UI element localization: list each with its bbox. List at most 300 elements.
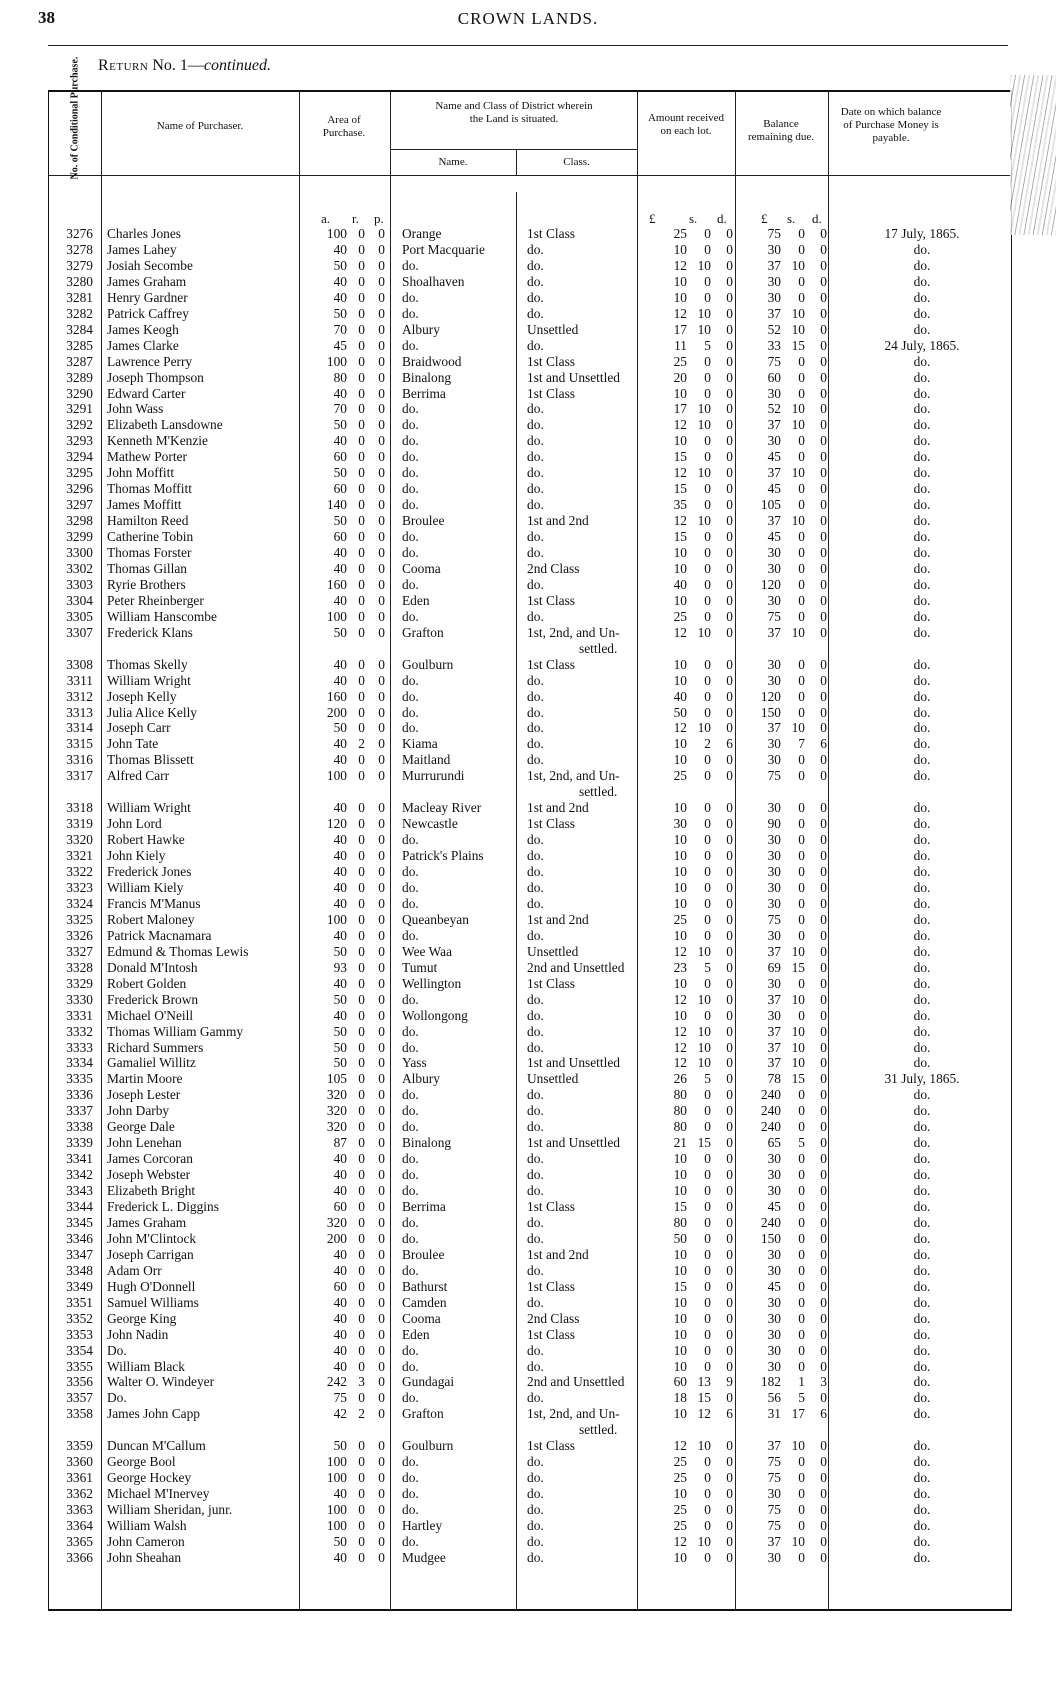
payable-date: do. [913, 1087, 931, 1103]
district-class: do. [527, 449, 544, 465]
balance-pounds: 75 [767, 353, 781, 369]
area-roods: 0 [358, 1518, 365, 1533]
purchase-number: 3336 [66, 1087, 93, 1103]
district-name: Goulburn [402, 656, 454, 672]
amount-pounds: 10 [673, 1183, 687, 1198]
balance-pounds: 30 [767, 560, 781, 576]
purchaser-name: Thomas Blissett [107, 752, 194, 768]
balance-pounds: 37 [767, 1055, 781, 1071]
balance-pounds: 30 [767, 1310, 781, 1326]
amount-shillings: 0 [704, 1262, 711, 1278]
payable-date: do. [913, 688, 931, 704]
table-row [49, 1263, 1011, 1279]
table-row [49, 912, 1011, 928]
balance-shillings: 0 [798, 1230, 805, 1246]
area-roods: 0 [358, 864, 365, 879]
balance-shillings: 0 [798, 608, 805, 624]
amount-pounds: 12 [673, 720, 687, 736]
unit-pence: d. [717, 211, 727, 226]
district-name: do. [402, 1470, 419, 1486]
balance-pounds: 30 [767, 1167, 781, 1183]
balance-pence: 0 [820, 1438, 827, 1454]
amount-pounds: 12 [673, 1055, 687, 1071]
amount-pence: 6 [726, 1406, 733, 1422]
area-acres: 320 [326, 1119, 347, 1135]
amount-pounds: 10 [673, 927, 687, 943]
unit-shillings: s. [787, 211, 796, 226]
amount-shillings: 0 [704, 864, 711, 879]
amount-shillings: 0 [704, 576, 711, 592]
area-perches: 0 [378, 880, 385, 895]
table-row [49, 976, 1011, 992]
purchaser-name: Henry Gardner [107, 289, 188, 305]
area-roods: 0 [358, 1390, 365, 1406]
amount-pounds: 10 [673, 1549, 687, 1565]
area-acres: 40 [333, 864, 347, 879]
purchase-number: 3291 [66, 401, 93, 417]
balance-pence: 0 [820, 513, 827, 529]
balance-pence: 0 [820, 241, 827, 257]
district-class: 1st, 2nd, and Un- [527, 768, 620, 784]
balance-pounds: 52 [767, 401, 781, 417]
balance-shillings: 0 [798, 1199, 805, 1214]
area-perches: 0 [378, 289, 385, 305]
amount-shillings: 0 [704, 481, 711, 497]
area-acres: 40 [333, 1167, 347, 1183]
balance-pounds: 30 [767, 1246, 781, 1262]
district-name: Kiama [402, 736, 438, 752]
area-acres: 40 [333, 1326, 347, 1342]
district-class: do. [527, 1039, 544, 1055]
purchase-number: 3330 [66, 991, 93, 1007]
payable-date: do. [913, 1358, 931, 1374]
amount-shillings: 0 [704, 1214, 711, 1230]
area-roods: 0 [358, 1326, 365, 1342]
amount-pence: 0 [726, 1183, 733, 1198]
area-acres: 60 [333, 481, 347, 497]
amount-shillings: 10 [697, 401, 711, 417]
purchase-number: 3347 [66, 1246, 93, 1262]
amount-pence: 0 [726, 273, 733, 289]
table-row [49, 864, 1011, 880]
header-area: Area of Purchase. [322, 114, 366, 139]
balance-shillings: 0 [798, 353, 805, 369]
area-roods: 0 [358, 911, 365, 927]
balance-pence: 0 [820, 1502, 827, 1517]
area-perches: 0 [378, 720, 385, 736]
amount-pence: 0 [726, 576, 733, 592]
table-row [49, 1279, 1011, 1295]
amount-shillings: 5 [704, 337, 711, 353]
balance-pounds: 30 [767, 736, 781, 752]
area-acres: 50 [333, 305, 347, 321]
amount-pounds: 10 [673, 1406, 687, 1422]
area-roods: 0 [358, 1486, 365, 1502]
purchase-number: 3342 [66, 1167, 93, 1183]
purchase-number: 3320 [66, 832, 93, 848]
payable-date: do. [913, 1470, 931, 1486]
balance-pence: 0 [820, 592, 827, 608]
unit-acres: a. [321, 211, 331, 226]
amount-pounds: 35 [673, 497, 687, 513]
district-name: do. [402, 417, 419, 433]
payable-date: do. [913, 449, 931, 465]
unit-roods: r. [352, 211, 359, 226]
purchaser-name: Joseph Carrigan [107, 1246, 194, 1262]
purchaser-name: John Lenehan [107, 1135, 182, 1151]
area-perches: 0 [378, 1230, 385, 1246]
area-roods: 0 [358, 1039, 365, 1055]
balance-pence: 0 [820, 927, 827, 943]
balance-pence: 0 [820, 497, 827, 513]
payable-date: do. [913, 433, 931, 449]
purchaser-name: Frederick L. Diggins [107, 1199, 219, 1214]
district-class: do. [527, 1007, 544, 1023]
purchase-number: 3317 [66, 768, 93, 784]
amount-pence: 0 [726, 592, 733, 608]
table-row [49, 1502, 1011, 1518]
amount-pence: 0 [726, 656, 733, 672]
balance-pence: 0 [820, 688, 827, 704]
table-row [49, 960, 1011, 976]
amount-shillings: 10 [697, 720, 711, 736]
table-row [49, 832, 1011, 848]
area-acres: 80 [333, 369, 347, 385]
district-class: 1st and Unsettled [527, 369, 620, 385]
purchase-number: 3362 [66, 1486, 93, 1502]
payable-date: do. [913, 241, 931, 257]
amount-pounds: 10 [673, 832, 687, 848]
area-roods: 0 [358, 560, 365, 576]
district-name: do. [402, 401, 419, 417]
payable-date: do. [913, 1518, 931, 1533]
balance-shillings: 7 [798, 736, 805, 752]
area-perches: 0 [378, 1502, 385, 1517]
purchase-number: 3358 [66, 1406, 93, 1422]
amount-shillings: 0 [704, 1310, 711, 1326]
amount-pence: 0 [726, 449, 733, 465]
balance-pounds: 45 [767, 1278, 781, 1294]
amount-pence: 0 [726, 911, 733, 927]
area-roods: 0 [358, 991, 365, 1007]
amount-pounds: 12 [673, 943, 687, 959]
balance-shillings: 10 [791, 1438, 805, 1454]
purchaser-name: George Bool [107, 1454, 176, 1470]
amount-pence: 0 [726, 1023, 733, 1039]
amount-shillings: 0 [704, 1183, 711, 1198]
amount-pence: 0 [726, 943, 733, 959]
area-perches: 0 [378, 800, 385, 816]
district-name: Murrurundi [402, 768, 465, 784]
balance-pounds: 30 [767, 545, 781, 560]
area-roods: 0 [358, 1278, 365, 1294]
purchaser-name: Hugh O'Donnell [107, 1278, 196, 1294]
purchaser-name: Richard Summers [107, 1039, 204, 1055]
balance-pounds: 30 [767, 1549, 781, 1565]
district-class: 2nd and Unsettled [527, 959, 625, 975]
area-roods: 0 [358, 1310, 365, 1326]
amount-pence: 0 [726, 1246, 733, 1262]
payable-date: do. [913, 1135, 931, 1151]
balance-shillings: 10 [791, 1055, 805, 1071]
area-roods: 0 [358, 1549, 365, 1565]
purchase-number: 3321 [66, 848, 93, 863]
area-acres: 40 [333, 1486, 347, 1502]
payable-date: do. [913, 1246, 931, 1262]
purchaser-name: John Sheahan [107, 1549, 182, 1565]
scan-edge [1010, 75, 1056, 235]
amount-shillings: 0 [704, 895, 711, 911]
area-acres: 40 [333, 656, 347, 672]
purchase-number: 3345 [66, 1214, 93, 1230]
purchaser-name: Walter O. Windeyer [107, 1374, 215, 1390]
purchase-number: 3341 [66, 1151, 93, 1167]
area-acres: 320 [326, 1087, 347, 1103]
area-acres: 40 [333, 1294, 347, 1310]
purchase-number: 3332 [66, 1023, 93, 1039]
amount-pence: 0 [726, 289, 733, 305]
area-acres: 50 [333, 1533, 347, 1549]
amount-pence: 0 [726, 672, 733, 688]
purchaser-name: Adam Orr [107, 1262, 162, 1278]
purchaser-name: Ryrie Brothers [107, 576, 186, 592]
table-row [49, 1215, 1011, 1231]
balance-pence: 0 [820, 305, 827, 321]
purchase-number: 3329 [66, 975, 93, 991]
balance-pence: 0 [820, 1262, 827, 1278]
payable-date: do. [913, 1326, 931, 1342]
area-perches: 0 [378, 449, 385, 465]
table-row [49, 481, 1011, 497]
amount-pence: 0 [726, 481, 733, 497]
amount-shillings: 0 [704, 1518, 711, 1533]
area-roods: 0 [358, 465, 365, 481]
district-name: Berrima [402, 385, 446, 401]
district-class: do. [527, 401, 544, 417]
area-perches: 0 [378, 1135, 385, 1151]
balance-pounds: 37 [767, 513, 781, 529]
amount-shillings: 0 [704, 975, 711, 991]
amount-pence: 0 [726, 1518, 733, 1533]
balance-shillings: 0 [798, 768, 805, 784]
balance-pounds: 37 [767, 1438, 781, 1454]
district-name: Albury [402, 321, 440, 337]
district-name: Camden [402, 1294, 447, 1310]
purchaser-name: Thomas Skelly [107, 656, 188, 672]
purchase-number: 3344 [66, 1199, 93, 1214]
payable-date: do. [913, 704, 931, 720]
balance-shillings: 0 [798, 1518, 805, 1533]
district-class: do. [527, 576, 544, 592]
header-rule [390, 149, 637, 150]
amount-pounds: 21 [673, 1135, 687, 1151]
district-name: do. [402, 832, 419, 848]
amount-pounds: 25 [673, 1454, 687, 1470]
district-name: Orange [402, 226, 442, 241]
amount-pence: 0 [726, 1262, 733, 1278]
district-name: do. [402, 1454, 419, 1470]
amount-pounds: 40 [673, 576, 687, 592]
payable-date: do. [913, 1055, 931, 1071]
amount-shillings: 10 [697, 943, 711, 959]
area-roods: 0 [358, 1214, 365, 1230]
table-row [49, 1199, 1011, 1215]
area-perches: 0 [378, 529, 385, 544]
area-roods: 0 [358, 1533, 365, 1549]
amount-shillings: 0 [704, 241, 711, 257]
district-class: do. [527, 417, 544, 433]
amount-pounds: 25 [673, 768, 687, 784]
purchaser-name: Thomas William Gammy [107, 1023, 244, 1039]
balance-pence: 0 [820, 832, 827, 848]
amount-pence: 0 [726, 880, 733, 895]
payable-date: do. [913, 401, 931, 417]
return-suffix: continued. [203, 57, 271, 74]
amount-pence: 0 [726, 1390, 733, 1406]
amount-pence: 0 [726, 1071, 733, 1087]
balance-pence: 0 [820, 704, 827, 720]
area-roods: 0 [358, 672, 365, 688]
amount-shillings: 0 [704, 1246, 711, 1262]
amount-shillings: 0 [704, 1470, 711, 1486]
area-acres: 40 [333, 273, 347, 289]
amount-pence: 0 [726, 1055, 733, 1071]
purchaser-name: George Hockey [107, 1470, 192, 1486]
district-name: Maitland [402, 752, 451, 768]
balance-shillings: 0 [798, 1342, 805, 1358]
purchase-number: 3313 [66, 704, 93, 720]
district-name: do. [402, 257, 419, 273]
area-perches: 0 [378, 1326, 385, 1342]
district-name: Yass [402, 1055, 427, 1071]
amount-shillings: 0 [704, 816, 711, 832]
area-perches: 0 [378, 1533, 385, 1549]
payable-date: do. [913, 864, 931, 879]
payable-date: do. [913, 1262, 931, 1278]
balance-shillings: 0 [798, 1549, 805, 1565]
amount-pence: 0 [726, 1199, 733, 1214]
balance-pence: 0 [820, 481, 827, 497]
area-perches: 0 [378, 943, 385, 959]
area-roods: 0 [358, 832, 365, 848]
amount-pence: 0 [726, 800, 733, 816]
area-roods: 0 [358, 1103, 365, 1119]
purchaser-name: Lawrence Perry [107, 353, 193, 369]
area-roods: 2 [358, 1406, 365, 1422]
amount-pounds: 80 [673, 1103, 687, 1119]
amount-pence: 0 [726, 1470, 733, 1486]
area-perches: 0 [378, 1246, 385, 1262]
amount-pounds: 26 [673, 1071, 687, 1087]
balance-pounds: 30 [767, 800, 781, 816]
amount-pence: 0 [726, 529, 733, 544]
amount-shillings: 0 [704, 848, 711, 863]
amount-shillings: 10 [697, 624, 711, 640]
amount-pounds: 12 [673, 513, 687, 529]
balance-pounds: 150 [760, 704, 781, 720]
amount-shillings: 10 [697, 1438, 711, 1454]
area-perches: 0 [378, 497, 385, 513]
balance-pence: 0 [820, 1135, 827, 1151]
purchaser-name: William Black [107, 1358, 185, 1374]
amount-shillings: 15 [697, 1135, 711, 1151]
amount-shillings: 0 [704, 688, 711, 704]
balance-shillings: 0 [798, 1007, 805, 1023]
purchaser-name: Francis M'Manus [107, 895, 201, 911]
purchase-number: 3295 [66, 465, 93, 481]
payable-date: do. [913, 545, 931, 560]
area-acres: 100 [326, 1454, 347, 1470]
purchaser-name: Joseph Thompson [107, 369, 204, 385]
payable-date: do. [913, 672, 931, 688]
balance-pounds: 75 [767, 226, 781, 241]
district-name: Gundagai [402, 1374, 455, 1390]
district-class: do. [527, 832, 544, 848]
amount-pounds: 10 [673, 1007, 687, 1023]
table-row [49, 1343, 1011, 1359]
district-name: do. [402, 1214, 419, 1230]
purchase-number: 3334 [66, 1055, 93, 1071]
district-class: do. [527, 895, 544, 911]
area-acres: 40 [333, 289, 347, 305]
district-name: Albury [402, 1071, 440, 1087]
balance-pence: 0 [820, 449, 827, 465]
table-row [49, 673, 1011, 689]
balance-pounds: 30 [767, 752, 781, 768]
balance-pounds: 37 [767, 465, 781, 481]
district-class: 1st and Unsettled [527, 1055, 620, 1071]
purchase-number: 3303 [66, 576, 93, 592]
district-class: 1st Class [527, 975, 575, 991]
area-acres: 40 [333, 1342, 347, 1358]
balance-pounds: 240 [760, 1119, 781, 1135]
table-row [49, 1040, 1011, 1056]
purchase-number: 3326 [66, 927, 93, 943]
payable-date: do. [913, 911, 931, 927]
purchaser-name: Robert Golden [107, 975, 187, 991]
area-perches: 0 [378, 1214, 385, 1230]
amount-pounds: 17 [673, 401, 687, 417]
amount-pence: 0 [726, 257, 733, 273]
district-class: do. [527, 433, 544, 449]
amount-pounds: 10 [673, 848, 687, 863]
balance-pence: 0 [820, 1486, 827, 1502]
area-perches: 0 [378, 592, 385, 608]
balance-shillings: 0 [798, 1087, 805, 1103]
area-acres: 100 [326, 608, 347, 624]
amount-shillings: 0 [704, 1199, 711, 1214]
table-row [49, 1119, 1011, 1135]
balance-pence: 0 [820, 624, 827, 640]
area-perches: 0 [378, 241, 385, 257]
amount-pence: 0 [726, 816, 733, 832]
amount-pence: 0 [726, 305, 733, 321]
balance-pounds: 30 [767, 832, 781, 848]
district-class: do. [527, 927, 544, 943]
area-roods: 0 [358, 337, 365, 353]
amount-shillings: 0 [704, 529, 711, 544]
balance-shillings: 0 [798, 816, 805, 832]
purchase-number: 3319 [66, 816, 93, 832]
amount-pounds: 23 [673, 959, 687, 975]
table-row [49, 1406, 1011, 1438]
balance-pence: 0 [820, 1549, 827, 1565]
area-acres: 40 [333, 241, 347, 257]
area-acres: 40 [333, 1183, 347, 1198]
district-class: Unsettled [527, 1071, 579, 1087]
balance-pounds: 30 [767, 385, 781, 401]
district-name: do. [402, 497, 419, 513]
